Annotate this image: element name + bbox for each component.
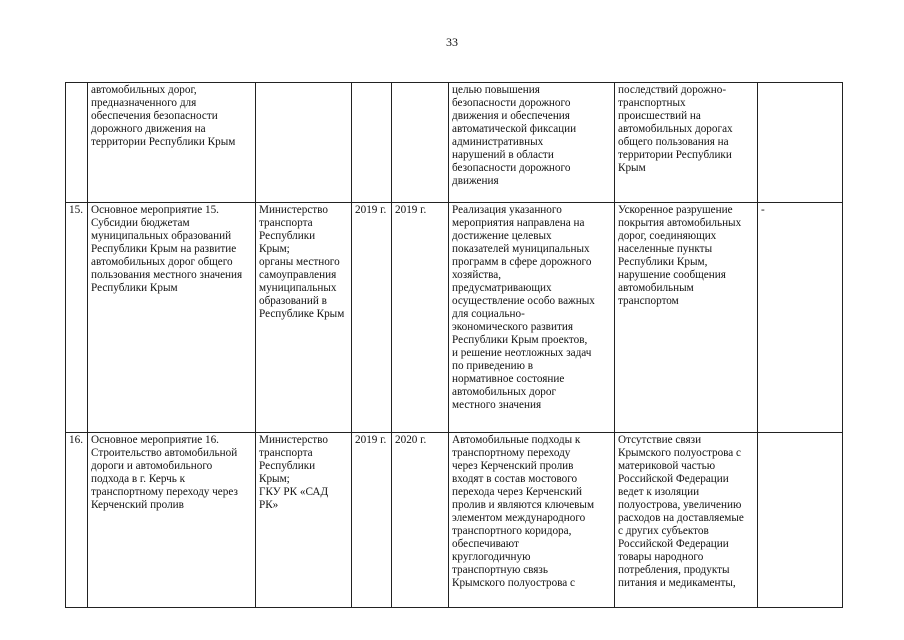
cell-consequences: Отсутствие связи Крымского полуострова с материковой частью Российской Федерации ведет к изоляции полуострова, увеличению расходов на доставляемые с других субъектов Российской Федерации товары народного потребления, продукты питания и медикаменты, [615,433,758,608]
cell-measure-name: Основное мероприятие 16. Строительство автомобильной дороги и автомобильного подхода в г. Керчь к транспортному переходу через Керченский пролив [88,433,256,608]
page-number: 33 [446,35,458,49]
table-row [66,433,843,608]
table-row [66,83,843,203]
cell-start-year [352,83,392,203]
cell-measure-name: Основное мероприятие 15. Субсидии бюджетам муниципальных образований Республики Крым на развитие автомобильных дорог общего пользования местного значения Республики Крым [88,203,256,433]
cell-number: 15. [66,203,88,433]
cell-end-year [392,83,449,203]
cell-end-year: 2020 г. [392,433,449,608]
cell-executor: Министерство транспорта Республики Крым; органы местного самоуправления муниципальных образований в Республике Крым [256,203,352,433]
cell-link [758,433,843,608]
measures-table [65,82,843,608]
cell-link [758,83,843,203]
cell-content: Реализация указанного мероприятия направлена на достижение целевых показателей муниципальных программ в сфере дорожного хозяйства, предусматривающих осуществление особо важных для социально- экономического развития Республики Крым проектов, и решение неотложных задач по приведению в нормативное состояние автомобильных дорог местного значения [449,203,615,433]
cell-executor: Министерство транспорта Республики Крым; ГКУ РК «САД РК» [256,433,352,608]
cell-start-year: 2019 г. [352,203,392,433]
table-row [66,203,843,433]
cell-number [66,83,88,203]
cell-measure-name: автомобильных дорог, предназначенного для обеспечения безопасности дорожного движения на территории Республики Крым [88,83,256,203]
cell-end-year: 2019 г. [392,203,449,433]
cell-consequences: последствий дорожно- транспортных происшествий на автомобильных дорогах общего пользования на территории Республики Крым [615,83,758,203]
cell-executor [256,83,352,203]
cell-start-year: 2019 г. [352,433,392,608]
cell-link: - [758,203,843,433]
cell-consequences: Ускоренное разрушение покрытия автомобильных дорог, соединяющих населенные пункты Республики Крым, нарушение сообщения автомобильным транспортом [615,203,758,433]
cell-number: 16. [66,433,88,608]
cell-content: Автомобильные подходы к транспортному переходу через Керченский пролив входят в состав мостового перехода через Керченский пролив и являются ключевым элементом международного транспортного коридора, обеспечивают круглогодичную транспортную связь Крымского полуострова с [449,433,615,608]
cell-content: целью повышения безопасности дорожного движения и обеспечения автоматической фиксации административных нарушений в области безопасности дорожного движения [449,83,615,203]
